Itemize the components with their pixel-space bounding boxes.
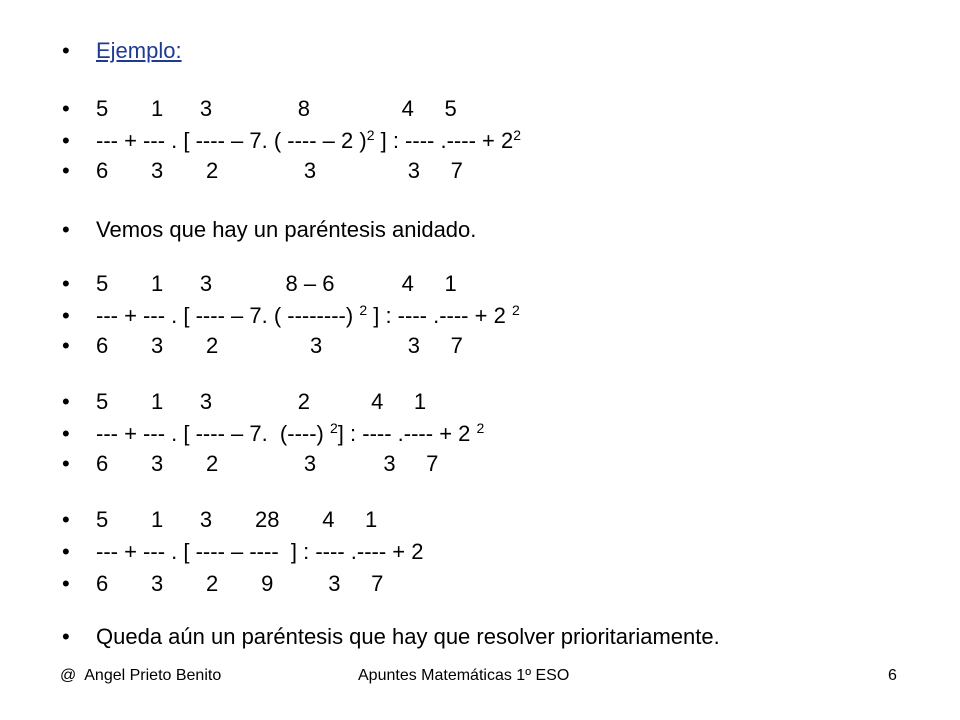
bullet-icon: • [62, 96, 70, 121]
operators-part: ] : ---- .---- + 2 [337, 421, 477, 446]
note-text: Queda aún un paréntesis que hay que resolver prioritariamente. [96, 624, 720, 649]
footer-course: Apuntes Matemáticas 1º ESO [358, 667, 570, 684]
expression-operators [96, 421, 484, 447]
bullet-icon: • [62, 271, 70, 296]
bullet-icon: • [62, 451, 70, 476]
bullet-icon: • [62, 571, 70, 596]
bullet-icon: • [62, 158, 70, 183]
exponent: 2 [366, 127, 375, 143]
note-text: Vemos que hay un paréntesis anidado. [96, 217, 477, 242]
bullet-icon: • [62, 333, 70, 358]
exponent: 2 [359, 302, 368, 318]
expression-numerators: 5 1 3 2 4 1 [96, 389, 427, 414]
operators-part: --- + --- . [ ---- – 7. (----) [96, 421, 330, 446]
bullet-icon: • [62, 217, 70, 242]
expression-denominators: 6 3 2 3 3 7 [96, 451, 439, 476]
expression-denominators: 6 3 2 3 3 7 [96, 333, 463, 358]
bullet-icon: • [62, 128, 70, 153]
expression-denominators: 6 3 2 3 3 7 [96, 158, 463, 183]
bullet-icon: • [62, 539, 70, 564]
bullet-icon: • [62, 303, 70, 328]
operators-part: --- + --- . [ ---- – 7. ( ---- – 2 ) [96, 128, 367, 153]
exponent: 2 [330, 420, 338, 436]
exponent: 2 [513, 127, 521, 143]
exponent: 2 [476, 420, 485, 436]
bullet-icon: • [62, 624, 70, 649]
bullet-icon: • [62, 421, 70, 446]
exponent: 2 [511, 302, 520, 318]
expression-numerators: 5 1 3 8 4 5 [96, 96, 457, 121]
operators-part: ] : ---- .---- + 2 [374, 128, 514, 153]
operators-part: ] : ---- .---- + 2 [367, 303, 512, 328]
expression-denominators: 6 3 2 9 3 7 [96, 571, 384, 596]
expression-operators [96, 303, 520, 329]
bullet-icon: • [62, 389, 70, 414]
expression-operators [96, 128, 521, 154]
expression-numerators: 5 1 3 8 – 6 4 1 [96, 271, 457, 296]
bullet-icon: • [62, 507, 70, 532]
heading-link[interactable]: Ejemplo: [96, 38, 182, 63]
bullet-icon: • [62, 38, 70, 63]
expression-operators: --- + --- . [ ---- – ---- ] : ---- .---- + 2 [96, 539, 424, 564]
footer-page-number: 6 [888, 667, 897, 684]
expression-numerators: 5 1 3 28 4 1 [96, 507, 378, 532]
footer-author: @ Angel Prieto Benito [60, 667, 222, 684]
operators-part: --- + --- . [ ---- – 7. ( --------) [96, 303, 360, 328]
